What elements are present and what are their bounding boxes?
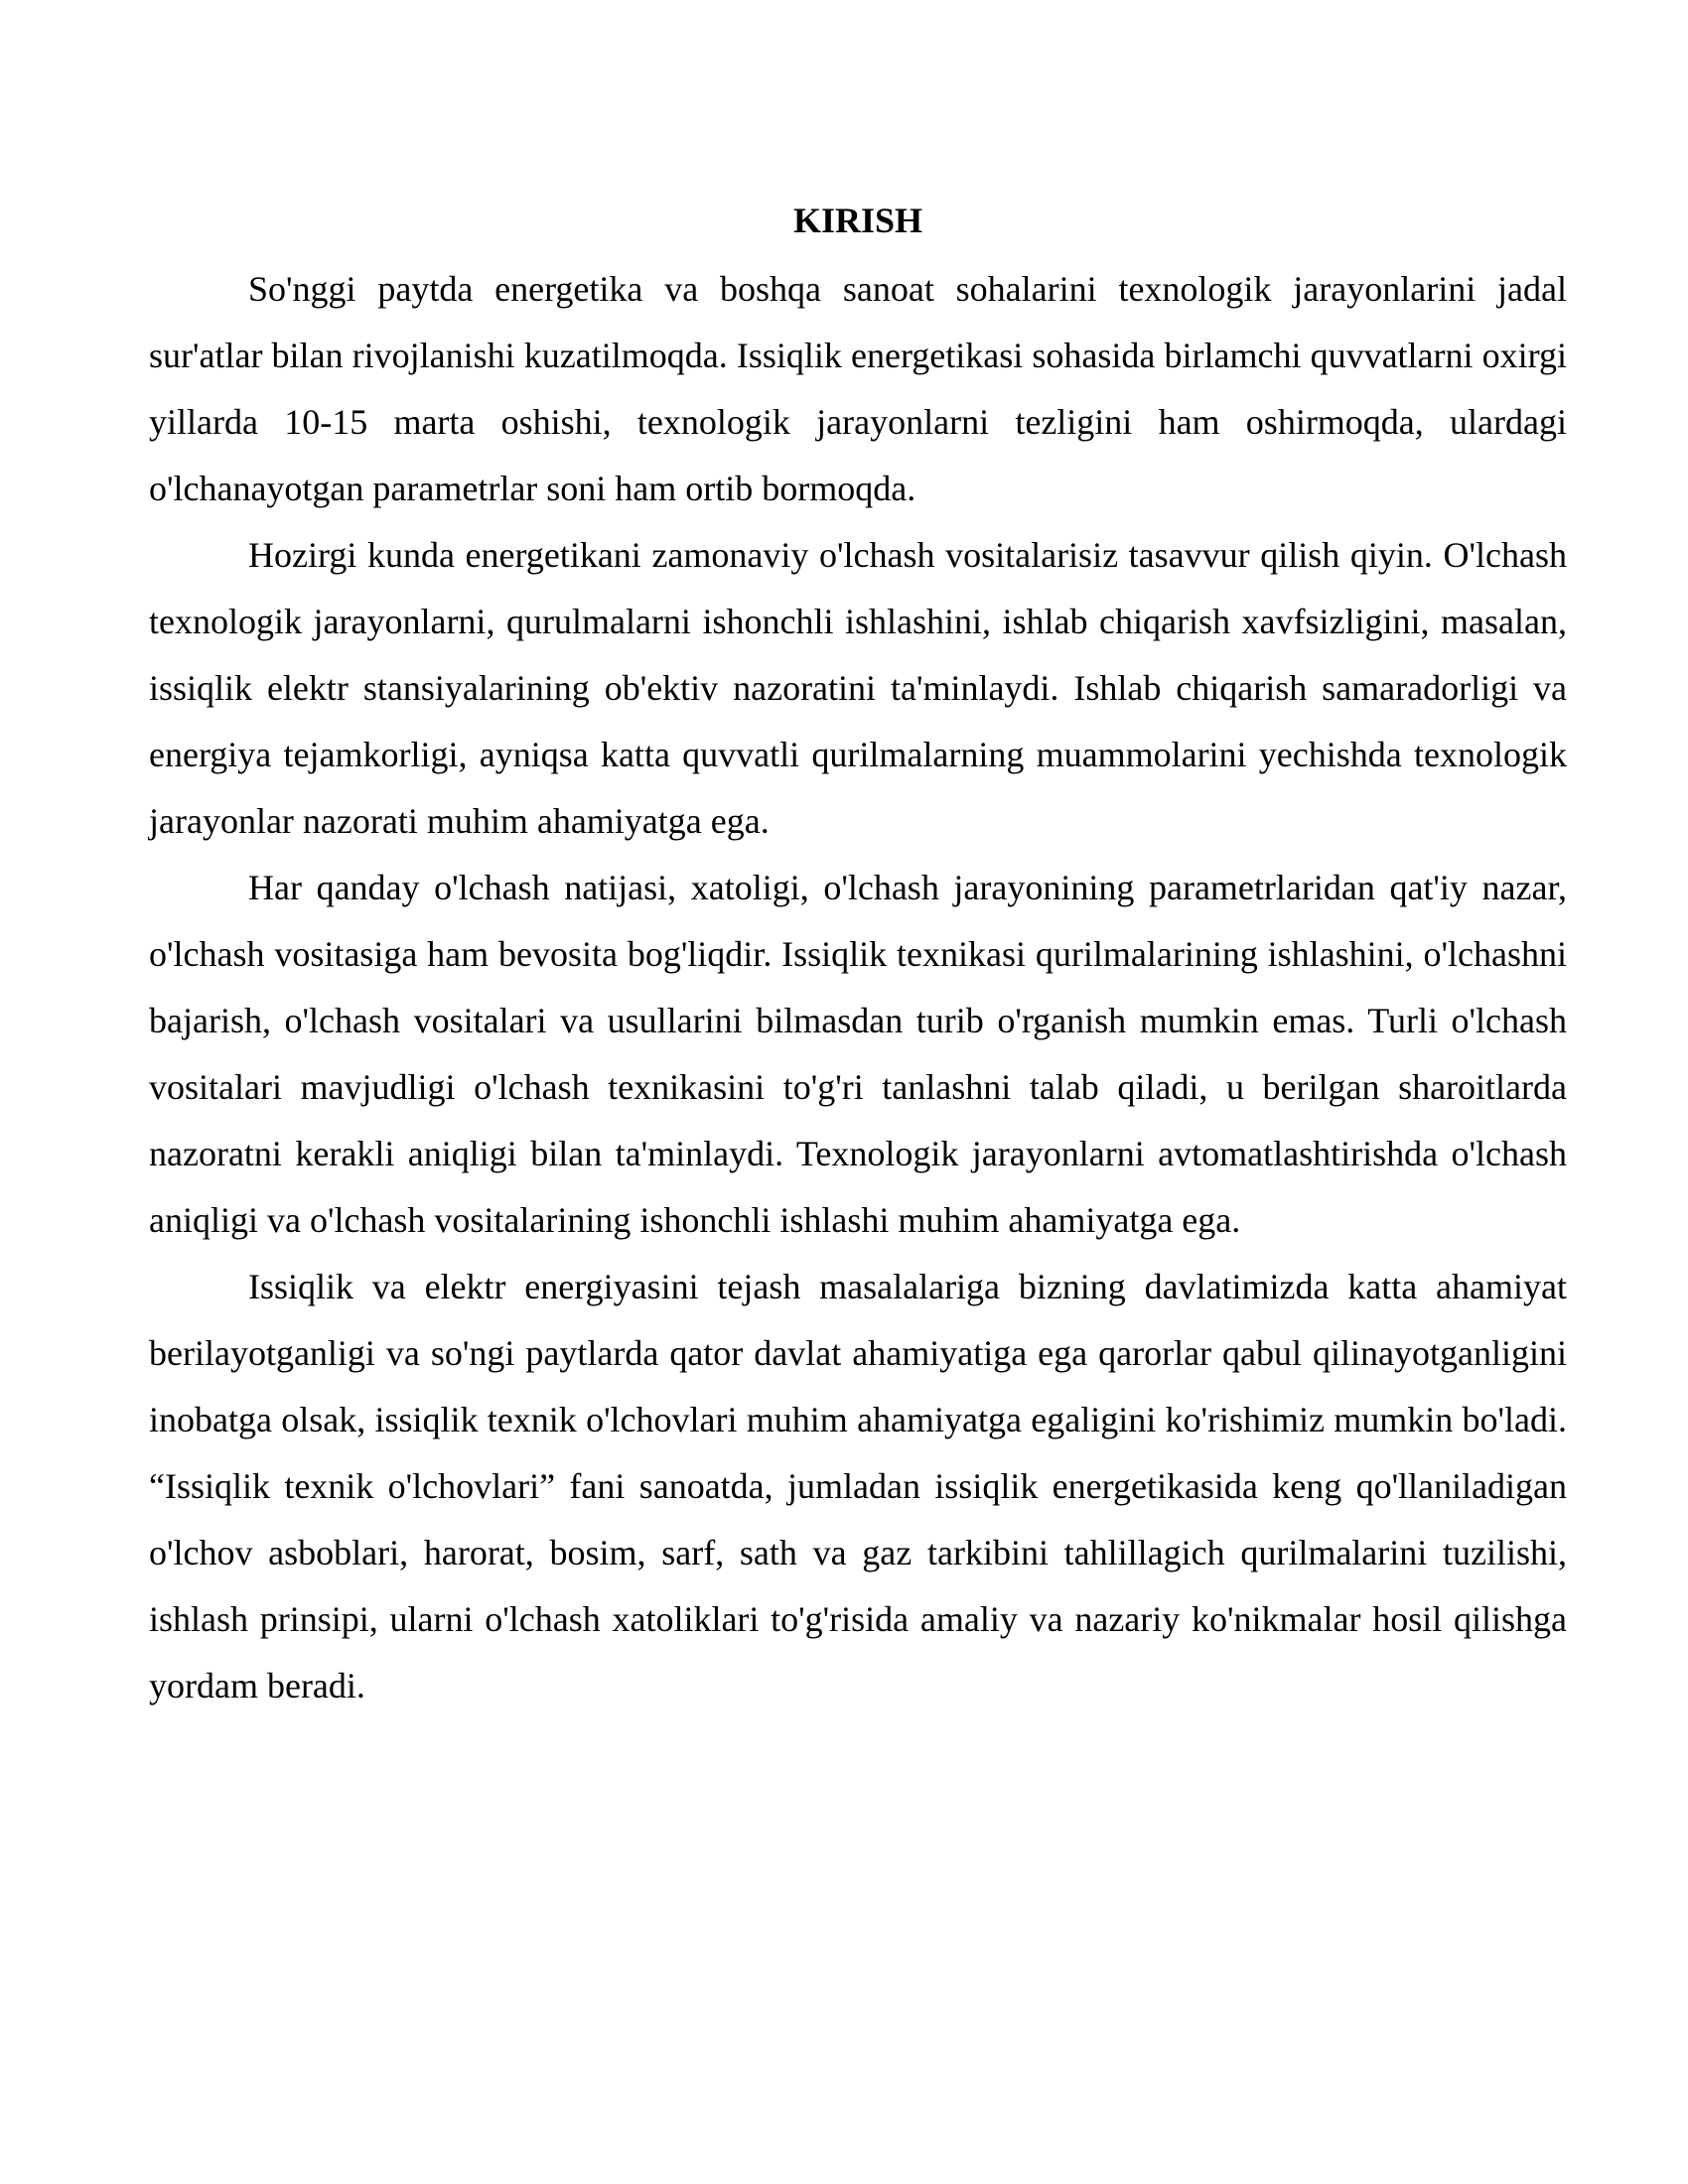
- document-body: [149, 195, 1567, 1719]
- paragraph-2: Hozirgi kunda energetikani zamonaviy o'lchash vositalarisiz tasavvur qilish qiyin. O'lchash texnologik jarayonlarni, qurulmalarni ishonchli ishlashini, ishlab chiqarish xavfsizligini, masalan, issiqlik elektr stansiyalarining ob'ektiv nazoratini ta'minlaydi. Ishlab chiqarish samaradorligi va energiya tejamkorligi, ayniqsa katta quvvatli qurilmalarning muammolarini yechishda texnologik jarayonlar nazorati muhim ahamiyatga ega.: [149, 535, 1567, 841]
- paragraph-1: So'nggi paytda energetika va boshqa sanoat sohalarini texnologik jarayonlarini jadal sur'atlar bilan rivojlanishi kuzatilmoqda. Issiqlik energetikasi sohasida birlamchi quvvatlarni oxirgi yillarda 10-15 marta oshishi, texnologik jarayonlarni tezligini ham oshirmoqda, ulardagi o'lchanayotgan parametrlar soni ham ortib bormoqda.: [149, 269, 1567, 508]
- section-title: KIRISH: [792, 201, 923, 240]
- paragraph-3: Har qanday o'lchash natijasi, xatoligi, o'lchash jarayonining parametrlaridan qat'iy nazar, o'lchash vositasiga ham bevosita bog'liqdir. Issiqlik texnikasi qurilmalarining ishlashini, o'lchashni bajarish, o'lchash vositalari va usullarini bilmasdan turib o'rganish mumkin emas. Turli o'lchash vositalari mavjudligi o'lchash texnikasini to'g'ri tanlashni talab qiladi, u berilgan sharoitlarda nazoratni kerakli aniqligi bilan ta'minlaydi. Texnologik jarayonlarni avtomatlashtirishda o'lchash aniqligi va o'lchash vositalarining ishonchli ishlashi muhim ahamiyatga ega.: [149, 868, 1567, 1240]
- paragraph-4: Issiqlik va elektr energiyasini tejash masalalariga bizning davlatimizda katta ahamiyat berilayotganligi va so'ngi paytlarda qator davlat ahamiyatiga ega qarorlar qabul qilinayotganligini inobatga olsak, issiqlik texnik o'lchovlari muhim ahamiyatga egaligini ko'rishimiz mumkin bo'ladi. “Issiqlik texnik o'lchovlari” fani sanoatda, jumladan issiqlik energetikasida keng qo'llaniladigan o'lchov asboblari, harorat, bosim, sarf, sath va gaz tarkibini tahlillagich qurilmalarini tuzilishi, ishlash prinsipi, ularni o'lchash xatoliklari to'g'risida amaliy va nazariy ko'nikmalar hosil qilishga yordam beradi.: [149, 1267, 1567, 1706]
